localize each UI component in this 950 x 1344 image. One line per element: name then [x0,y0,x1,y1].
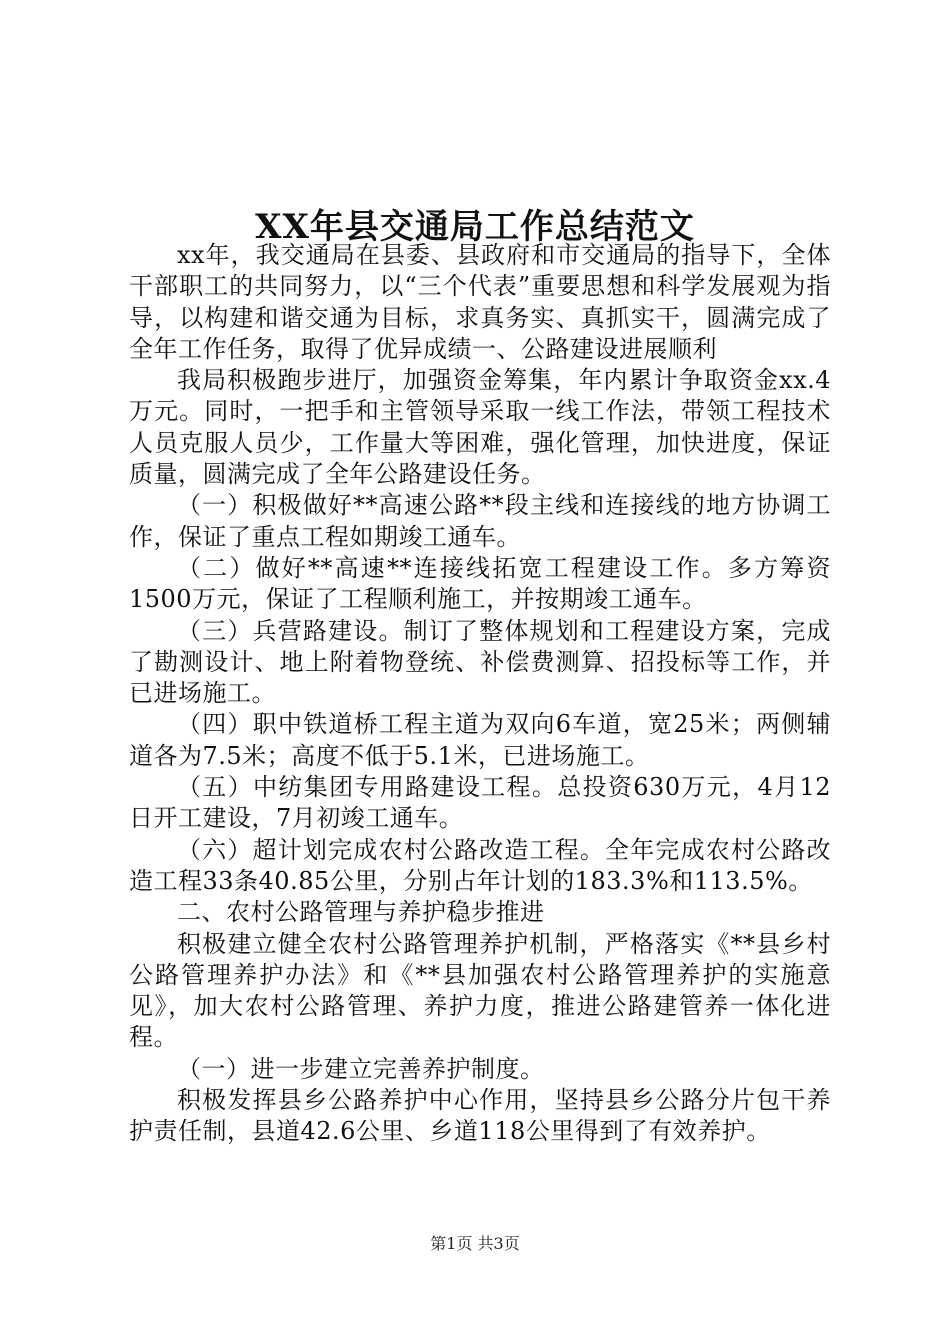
funding-paragraph: 我局积极跑步进厅，加强资金筹集，年内累计争取资金xx.4万元。同时，一把手和主管领导采取一线工作法，带领工程技术人员克服人员少，工作量大等困难，强化管理，加快进度，保证质量，圆满完成了全年公路建设任务。 [129,366,831,489]
maintenance-paragraph: 积极发挥县乡公路养护中心作用，坚持县乡公路分片包干养护责任制，县道42.6公里、乡道118公里得到了有效养护。 [129,1086,831,1146]
item-6-paragraph: （六）超计划完成农村公路改造工程。全年完成农村公路改造工程33条40.85公里，分别占年计划的183.3%和113.5%。 [129,835,831,895]
item-4-paragraph: （四）职中铁道桥工程主道为双向6车道，宽25米；两侧辅道各为7.5米；高度不低于5.1米，已进场施工。 [129,710,831,770]
section-2-heading: 二、农村公路管理与养护稳步推进 [177,898,545,927]
document-title: XX年县交通局工作总结范文 [255,206,695,247]
page-footer: 第1页 共3页 [430,1234,520,1253]
management-paragraph: 积极建立健全农村公路管理养护机制，严格落实《**县乡村公路管理养护办法》和《**县加强农村公路管理养护的实施意见》，加大农村公路管理、养护力度，推进公路建管养一体化进程。 [129,929,831,1052]
document-body [129,240,831,1148]
item-1-paragraph: （一）积极做好**高速公路**段主线和连接线的地方协调工作，保证了重点工程如期竣工通车。 [129,491,831,551]
intro-paragraph: xx年，我交通局在县委、县政府和市交通局的指导下，全体干部职工的共同努力，以“三个代表”重要思想和科学发展观为指导，以构建和谐交通为目标，求真务实、真抓实干，圆满完成了全年工作任务，取得了优异成绩一、公路建设进展顺利 [129,241,831,363]
item-3-paragraph: （三）兵营路建设。制订了整体规划和工程建设方案，完成了勘测设计、地上附着物登统、补偿费测算、招投标等工作，并已进场施工。 [129,616,831,708]
item-5-paragraph: （五）中纺集团专用路建设工程。总投资630万元，4月12日开工建设，7月初竣工通车。 [129,773,831,833]
item-2-paragraph: （二）做好**高速**连接线拓宽工程建设工作。多方筹资1500万元，保证了工程顺利施工，并按期竣工通车。 [129,553,831,614]
subsection-1-heading: （一）进一步建立完善养护制度。 [177,1054,545,1083]
